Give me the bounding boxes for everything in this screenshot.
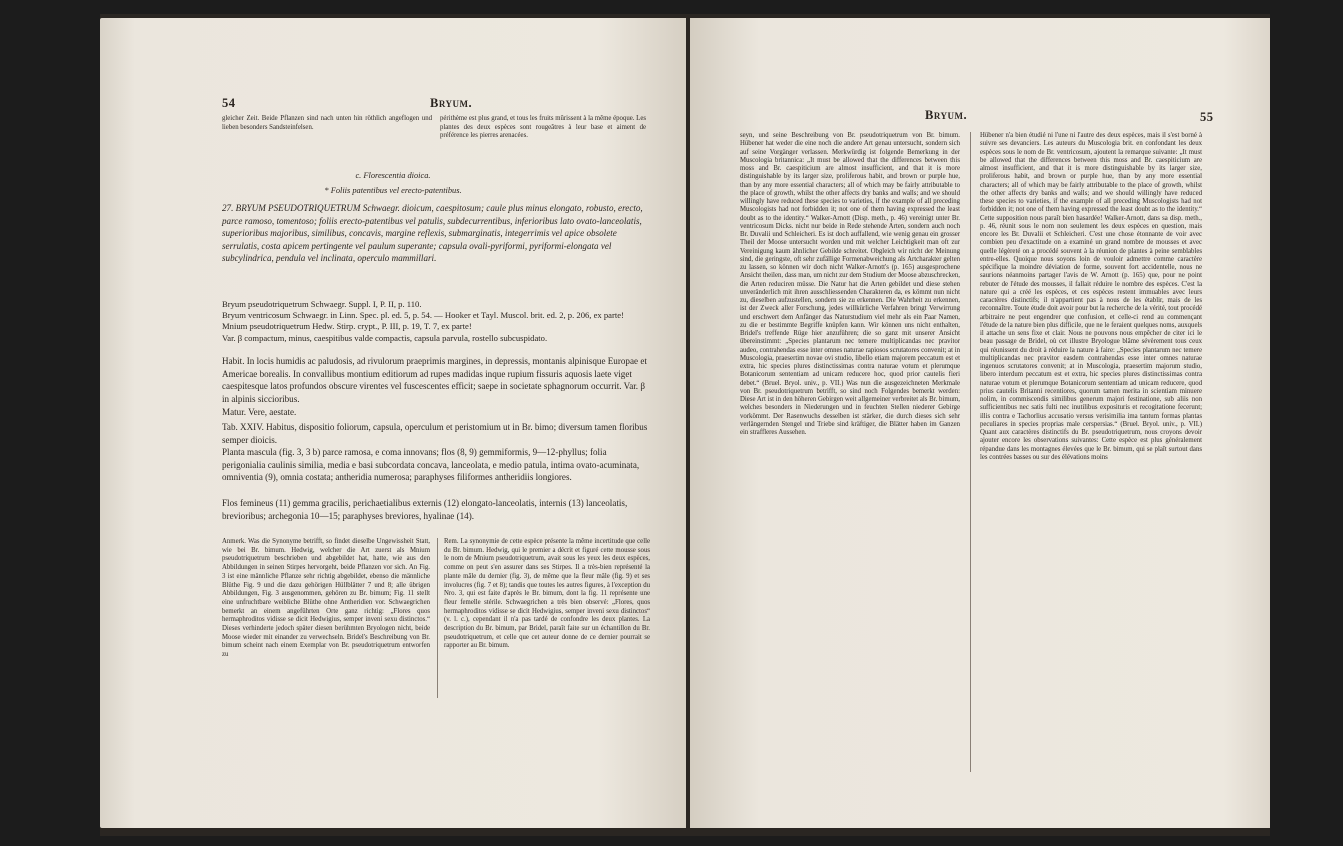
remark-german: Anmerk. Was die Synonyme betrifft, so findet dieselbe Ungewissheit Statt, wie bei Br. bimum. Hedwig, welcher die Art zuerst als Mnium pseudotriquetrum beschrieben und abgebildet hat, hatte, wie aus den Abbildungen in seinen Stirpes hervorgeht, beide Pflanzen vor sich. An Fig. 3 ist eine männliche Pflanze sehr richtig abgebildet, ebenso die männliche Blüthe Fig. 9 und die dazu gehörigen Hüllblätter 7 und 8; alle übrigen Abbildungen, Fig. 3 ausgenommen, gehören zu Br. bimum; Fig. 11 stellt eine unfruchtbare weibliche Blüthe ohne Antheridien vor. Schwaegrichen bemerkt an einem angeführten Orte ganz richtig: „Flores quos hermaphroditos vidisse se dicit Hedwigius, semper inveni sexu distinctos.“ Dieses verhinderte jedoch später diesen berühmten Bryologen nicht, beide Moose wieder mit einander zu verwechseln. Bridel's Beschreibung von Br. bimum scheint nach einem Exemplar von Br. pseudotriquetrum entworfen zu (222, 538, 430, 659)
section-heading: c. Florescentia dioica. (355, 171, 431, 180)
species-synonyms: Bryum pseudotriquetrum Schwaegr. Suppl. I, P. II, p. 110. Bryum ventricosum Schwaegr. in Linn. Spec. pl. ed. 5, p. 54. — Hooker et Tayl. Muscol. brit. ed. 2, p. 206, ex parte! Mnium pseudotriquetrum Hedw. Stirp. crypt., P. III, p. 19, T. 7, ex parte! Var. β compactum, minus, caespitibus valde compactis, capsula parvula, rostello subcuspidato. (222, 299, 624, 343)
species-description: 27. BRYUM PSEUDOTRIQUETRUM Schwaegr. dioicum, caespitosum; caule plus minus elongato, robusto, erecto, parce ramoso, tomentoso; foliis erecto-patentibus vel patulis, subdecurrentibus, inferioribus lato ovato-lanceolatis, superioribus majoribus, similibus, concavis, margine reflexis, submarginatis, integerrimis vel apice obsolete serrulatis, costa apicem pertingente vel paulum superante; capsula ovali-pyriformi, pyriformi-elongata vel subcylindrica, pendula vel inclinata, operculo mammillari. (222, 203, 643, 264)
left-page (100, 18, 686, 828)
maturity-line: Matur. Vere, aestate. (222, 407, 297, 417)
habitat-paragraph: Habit. In locis humidis ac paludosis, ad rivulorum praeprimis margines, in depressis, montanis alpinisque Europae et Americae borealis. In convallibus montium editiorum ad rupes madidas inque rupium fissuris aquosis laete viget caespitesque latos profundos obscure virentes vel fuscescentes efficit; saepe in societate sphagnorum occurrit. Var. β in alpinis siccioribus. (222, 356, 647, 404)
page-number-left: 54 (222, 96, 236, 110)
remark-french: Rem. La synonymie de cette espèce présente la même incertitude que celle du Br. bimum. Hedwig, qui le premier a décrit et figuré cette mousse sous le nom de Mnium pseudotriquetrum, avait sous les yeux les deux espèces, comme on peut s'en assurer dans ses Stirpes. Il a très-bien représenté la plante mâle du dernier (fig. 3), de même que la fleur mâle (fig. 9) et ses involucres (fig. 7 et 8); tandis que toutes les autres figures, à l'exception du Nro. 3, qui est faite d'après le Br. bimum, dont la fig. 11 représente une fleur femelle stérile. Schwaegrichen a très bien observé: „Flores, quos hermaphroditos vidisse se dicit Hedwigius, semper inveni sexu distinctos“ (v. l. c.), cependant il n'a pas tardé de confondre les deux plantes. La description du Br. bimum, par Bridel, paraît faite sur un échantillon du Br. pseudotriquetrum, et celle que cet auteur donne de ce dernier pourrait se rapporter au Br. bimum. (444, 538, 650, 650)
column-divider-left (437, 538, 438, 698)
running-head-right: Bryum. (925, 108, 968, 122)
tab-paragraph: Tab. XXIV. Habitus, dispositio foliorum, capsula, operculum et peristomium ut in Br. bimo; diversum tamen floribus semper dioicis. (222, 422, 648, 445)
flos-femineus-paragraph: Flos femineus (11) gemma gracilis, perichaetialibus externis (12) elongato-lanceolatis, internis (13) lanceolatis, brevioribus; archegonia 10—15; paraphyses breviores, hyalinae (14). (222, 498, 628, 521)
right-page (690, 18, 1270, 828)
planta-mascula-paragraph: Planta mascula (fig. 3, 3 b) parce ramosa, e coma innovans; flos (8, 9) gemmiformis, 9—12-phyllus; folia perigonialia caulinis similia, media e basi subcordata concava, lanceolata, e medio patula, intima ovato-acuminata, omniventia (9), omnia costata; antheridia numerosa; paraphyses filiformes antheridiis longiores. (222, 447, 640, 483)
intro-text-german: gleicher Zeit. Beide Pflanzen sind nach unten hin röthlich angeflogen und lieben besonders Sandsteinfelsen. (222, 115, 432, 131)
running-head-left: Bryum. (430, 96, 473, 110)
subsection-heading: * Foliis patentibus vel erecto-patentibus. (324, 186, 462, 195)
column-divider-right (970, 132, 971, 772)
page-number-right: 55 (1200, 110, 1214, 124)
right-french-column: Hübener n'a bien étudié ni l'une ni l'autre des deux espèces, mais il s'est borné à suivre ses devanciers. Les auteurs du Muscologia brit. en confondant les deux espèces sous le nom de Br. ventricosum, ajoutent la remarque suivante: „It must be allowed that the differences between this moss and Br. caespiticium are almost insufficient, and that it is more distinguishable by its larger size, proliferous habit, and brown or purple hue, than by any more essential characters; all of which may be fairly attributable to the place of growth, whilst the other affects dry banks and walls; and we should willingly have reduced these species to varieties, if the example of all preceding Muscologists had not forbidden it; not one of them having expressed the least doubt as to the identity.“ Cette supposition nous paraît bien hasardée! Walker-Arnott, dans sa disp. meth., p. 46, réunit sous le nom non seulement les deux espèces en question, mais encore les Br. Duvalii et Schleicheri. C'est une chose étonnante de voir avec combien peu d'exactitude on a examiné un grand nombre de mousses et avec quelle légèreté on a procédé souvent à la réunion de plantes à peine semblables entre-elles. Quoique nous soyons loin de vouloir admettre comme caractère spécifique la moindre déviation de forme, souvent fort accidentelle, nous ne saurions néanmoins partager l'avis de W. Arnott (p. 165) que, pour ne point rebuter de l'étude des mousses, il fallait réduire le nombre des espèces. C'est la nature qui a créé les espèces, et ces espèces restent immuables avec leurs caractères distinctifs; il n'appartient pas à nous de les établir, mais de les reconnaître. Toute étude doit avoir pour but la recherche de la vérité, tout procédé arbitraire ne peut engendrer que confusion, et celle-ci rend au commençant l'étude de la nature bien plus difficile, que ne le feraient quelques noms, auxquels il attache un sens fixe et clair. Nous ne pouvons nous empêcher de citer ici le beau passage de Bridel, où cet illustre Bryologue blâme sévèrement tous ceux qui réunissent du droit à réduire la nature à faire: „Species plantarum nec temere multiplicandas nec pravitor easdem contrahendas esse inter omnes naturae ingenuos scrutatores convenit; at in Muscologia, praesertim majorum studio, libero interdum peccatum est et extra, hic species plures distinctissimas contra naturae votum et plerumque Botanicorum sententiam ad unicam reducere, quod prius cautelis Britanni recentiores, quorum tamen merita in scientiam minuere nolim, in commiscendis similibus generum majori festinatione, sub aliis non sufficientibus nec satis fulti nec inutilibus exposituris et recogitatione fecerunt; illis contra e Tachorlius accusatio versus verisimilia ima tantum formas plantas peculiares in species proprias male cerspersias.“ (Bruel. Bryol. univ., p. VII.) Quant aux caractères distinctifs du Br. pseudotriquetrum, nous croyons devoir ajouter encore les observations suivantes: Cette espèce est plus généralement répandue dans les montagnes élevées que le Br. bimum, qui se plaît surtout dans les contrées basses ou sur des élévations moins (980, 132, 1202, 461)
intro-text-french: périthème est plus grand, et tous les fruits mûrissent à la même époque. Les plantes des deux espèces sont rougeâtres à leur base et aiment de préférence les pierres arenacées. (440, 115, 646, 140)
right-german-column: seyn, und seine Beschreibung von Br. pseudotriquetrum von Br. bimum. Hübener hat weder die eine noch die andere Art genau untersucht, sondern sich auf seine Vorgänger verlassen. Merkwürdig ist folgende Bemerkung in der Muscologia britannica: „It must be allowed that the differences between this moss and Br. caespiticium are almost insufficient, and that it is more distinguishable by its larger size, proliferous habit, and brown or purple hue, than by any more essential characters; all of which may be fairly attributable to the place of growth, whilst the other affects dry banks and walls; and we should willingly have reduced these species to varieties, if the example of all preceding Muscologists had not forbidden it; not one of them having expressed the least doubt as to the identity.“ Walker-Arnott (Disp. meth., p. 46) vereinigt unter Br. ventricosum Dicks. nicht nur beide in Rede stehende Arten, sondern auch noch Br. Duvalii und Schleicheri. Es ist doch auffallend, wie wenig genau ein grosser Theil der Moose untersucht worden und mit welcher Leichtigkeit man oft zur Vereinigung kaum ähnlicher Gebilde schreitet. Obgleich wir nicht der Meinung sind, die geringste, oft sehr zufällige Formenabweichung als Artcharakter gelten zu lassen, so können wir doch nicht Walker-Arnott's (p. 165) ausgesprochene Ansicht theilen, dass man, um nicht zur dem Studium der Moose abzuschrecken, die Arten reduciren müsse. Die Natur hat die Arten gebildet und diese stehen unveränderlich mit ihren ausschliessenden Charakteren da, es kömmt nun nicht zu, dieselben aufzustellen, sondern sie zu erkennen. Die Wahrheit zu erkennen, ist der Zweck aller Forschung, jedes willkürliche Verfahren bringt Verwirrung und erschwert dem Anfänger das Naturstudium viel mehr als ein Paar Namen, zu die er bestimmte Begriffe knüpfen kann. Wir können uns nicht enthalten, Bridel's treffende Rüge hier anzuführen; die so ganz mit unserer Ansicht übereinstimmt: „Species plantarum nec temere multiplicandas nec pravitor audeo, contrahendas esse inter omnes naturae rapiosos scrutatores convenit; at in Muscologia, praesertim novae ovi studio, libello etiam majorem peccatum est et extra, hic species plures distinctissimas contra naturae votum et plerumque Botanicorum sententiam ad unicam reducere hoc, quod prior cautelis fieri debet.“ (Bruel. Bryol. univ., p. VII.) Was nun die ausgezeichneten Merkmale von Br. pseudotriquetrum betrifft, so sind noch Folgendes bemerkt werden: Diese Art ist in den höheren Gebirgen weit allgemeiner verbreitet als Br. bimum, welches besonders in Niederungen und in feuchten Stellen niederer Gebirge vorkömmt. Der Rasenwuchs desselben ist stärker, die durch dieses sich sehr verlängernden Stengel und Triebe sind kräftiger, die Blätter haben im Ganzen ein straffleres Aussehen. (740, 132, 960, 436)
open-book-spread (100, 14, 1270, 836)
